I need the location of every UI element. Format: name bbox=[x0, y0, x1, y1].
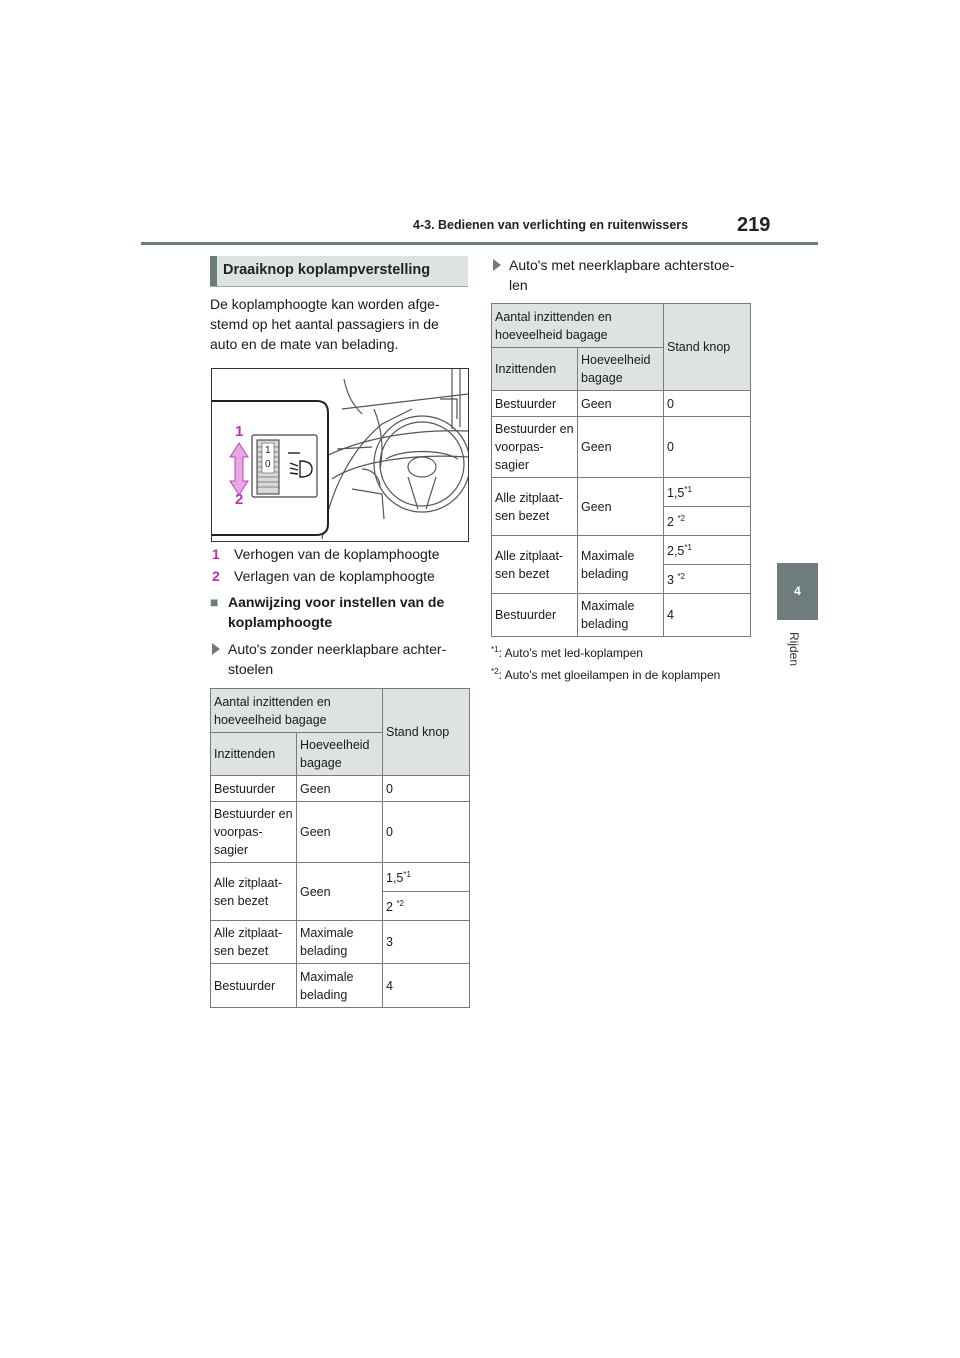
cell-position bbox=[664, 507, 751, 536]
chapter-label-text: Rijden bbox=[787, 632, 801, 667]
position-value: 2 bbox=[667, 515, 674, 530]
intro-paragraph bbox=[210, 294, 472, 354]
cell-position bbox=[383, 863, 470, 892]
hint-heading-line: koplamphoogte bbox=[228, 614, 333, 630]
cell-position: 0 bbox=[383, 776, 470, 802]
table-row bbox=[492, 478, 751, 507]
footnote-ref: *1 bbox=[684, 485, 692, 495]
page-number: 219 bbox=[737, 214, 771, 236]
cell-occupants: Bestuurder en voorpas- sagier bbox=[492, 417, 578, 478]
cell-luggage: Maximale belading bbox=[297, 964, 383, 1008]
intro-line: auto en de mate van belading. bbox=[210, 336, 399, 352]
cell-position: 4 bbox=[383, 964, 470, 1008]
cell-position: 0 bbox=[664, 391, 751, 417]
cell-occupants: Alle zitplaat- sen bezet bbox=[211, 863, 297, 921]
chapter-tab: 4 bbox=[777, 563, 818, 620]
cell-position bbox=[383, 892, 470, 921]
case-line: Auto's met neerklapbare achterstoe- bbox=[509, 257, 735, 273]
caption-number: 1 bbox=[212, 546, 220, 562]
case-line: len bbox=[509, 277, 528, 293]
cell-position: 0 bbox=[383, 802, 470, 863]
dial-mark-top: 1 bbox=[265, 445, 271, 456]
footnote-ref: *2 bbox=[677, 572, 685, 582]
cell-position: 4 bbox=[664, 594, 751, 637]
position-value: 3 bbox=[667, 573, 674, 588]
cell-luggage: Geen bbox=[297, 802, 383, 863]
running-header: 4-3. Bedienen van verlichting en ruitenwissers bbox=[413, 218, 689, 232]
caption-text: Verlagen van de koplamphoogte bbox=[234, 568, 435, 584]
caption-number: 2 bbox=[212, 568, 220, 584]
cell-luggage: Geen bbox=[297, 863, 383, 921]
cell-position bbox=[664, 565, 751, 594]
case-without-folding-seats bbox=[212, 639, 474, 679]
cell-luggage: Maximale belading bbox=[578, 594, 664, 637]
header-luggage: Hoeveelheid bagage bbox=[297, 733, 383, 776]
cell-occupants: Alle zitplaat- sen bezet bbox=[492, 536, 578, 594]
triangle-bullet-icon bbox=[493, 259, 501, 271]
table-row bbox=[211, 802, 470, 863]
cell-position: 3 bbox=[383, 921, 470, 964]
cell-occupants: Bestuurder bbox=[211, 964, 297, 1008]
cell-occupants: Bestuurder bbox=[492, 594, 578, 637]
header-occupants: Inzittenden bbox=[211, 733, 297, 776]
dashboard-drawing bbox=[212, 369, 468, 541]
table-without-folding-seats bbox=[210, 688, 470, 1008]
cell-luggage: Geen bbox=[578, 391, 664, 417]
header-group: Aantal inzittenden en hoeveelheid bagage bbox=[492, 304, 664, 348]
footnote-ref: *1 bbox=[403, 870, 411, 880]
header-rule bbox=[141, 242, 818, 245]
table-with-folding-seats bbox=[491, 303, 751, 637]
cell-luggage: Geen bbox=[297, 776, 383, 802]
table-row bbox=[492, 536, 751, 565]
table-row bbox=[211, 776, 470, 802]
cell-occupants: Bestuurder en voorpas- sagier bbox=[211, 802, 297, 863]
callout-2: 2 bbox=[235, 491, 244, 508]
caption-lower bbox=[212, 568, 435, 584]
square-bullet-icon: ■ bbox=[210, 594, 219, 610]
heading-underline bbox=[210, 286, 468, 287]
footnote-1 bbox=[491, 645, 643, 660]
footnote-ref: *1 bbox=[684, 543, 692, 553]
cell-occupants: Alle zitplaat- sen bezet bbox=[211, 921, 297, 964]
heading-bar bbox=[210, 256, 217, 286]
position-value: 1,5 bbox=[386, 871, 404, 886]
cell-occupants: Alle zitplaat- sen bezet bbox=[492, 478, 578, 536]
position-value: 1,5 bbox=[667, 486, 685, 501]
footnote-ref: *2 bbox=[677, 514, 685, 524]
header-knob-position: Stand knop bbox=[383, 689, 470, 776]
position-value: 2 bbox=[386, 900, 393, 915]
table-row bbox=[492, 417, 751, 478]
cell-occupants: Bestuurder bbox=[211, 776, 297, 802]
cell-position bbox=[664, 536, 751, 565]
section-heading bbox=[210, 256, 468, 286]
triangle-bullet-icon bbox=[212, 643, 220, 655]
cell-occupants: Bestuurder bbox=[492, 391, 578, 417]
header-occupants: Inzittenden bbox=[492, 348, 578, 391]
header-knob-position: Stand knop bbox=[664, 304, 751, 391]
table-row bbox=[211, 863, 470, 892]
hint-heading-line: Aanwijzing voor instellen van de bbox=[228, 594, 445, 610]
table-row bbox=[211, 921, 470, 964]
headlight-leveling-illustration bbox=[211, 368, 469, 542]
table-row bbox=[492, 594, 751, 637]
cell-luggage: Maximale belading bbox=[297, 921, 383, 964]
cell-luggage: Geen bbox=[578, 417, 664, 478]
chapter-label bbox=[773, 632, 821, 692]
footnote-mark: *1 bbox=[491, 645, 499, 654]
case-line: Auto's zonder neerklapbare achter- bbox=[228, 641, 447, 657]
header-luggage: Hoeveelheid bagage bbox=[578, 348, 664, 391]
footnote-text: : Auto's met gloeilampen in de koplampen bbox=[498, 668, 721, 682]
table-row bbox=[492, 391, 751, 417]
intro-line: De koplamphoogte kan worden afge- bbox=[210, 296, 440, 312]
footnote-2 bbox=[491, 667, 720, 682]
dial-mark-bottom: 0 bbox=[265, 459, 271, 470]
callout-1: 1 bbox=[235, 423, 244, 440]
caption-raise bbox=[212, 546, 440, 562]
table-row bbox=[211, 964, 470, 1008]
header-group: Aantal inzittenden en hoeveelheid bagage bbox=[211, 689, 383, 733]
cell-position bbox=[664, 478, 751, 507]
position-value: 2,5 bbox=[667, 544, 685, 559]
footnote-ref: *2 bbox=[396, 899, 404, 909]
cell-luggage: Geen bbox=[578, 478, 664, 536]
footnote-text: : Auto's met led-koplampen bbox=[498, 646, 643, 660]
intro-line: stemd op het aantal passagiers in de bbox=[210, 316, 439, 332]
hint-heading bbox=[210, 592, 472, 632]
footnote-mark: *2 bbox=[491, 667, 499, 676]
caption-text: Verhogen van de koplamphoogte bbox=[234, 546, 440, 562]
cell-luggage: Maximale belading bbox=[578, 536, 664, 594]
case-line: stoelen bbox=[228, 661, 274, 677]
section-title: Draaiknop koplampverstelling bbox=[223, 262, 431, 278]
case-with-folding-seats bbox=[493, 255, 755, 295]
cell-position: 0 bbox=[664, 417, 751, 478]
